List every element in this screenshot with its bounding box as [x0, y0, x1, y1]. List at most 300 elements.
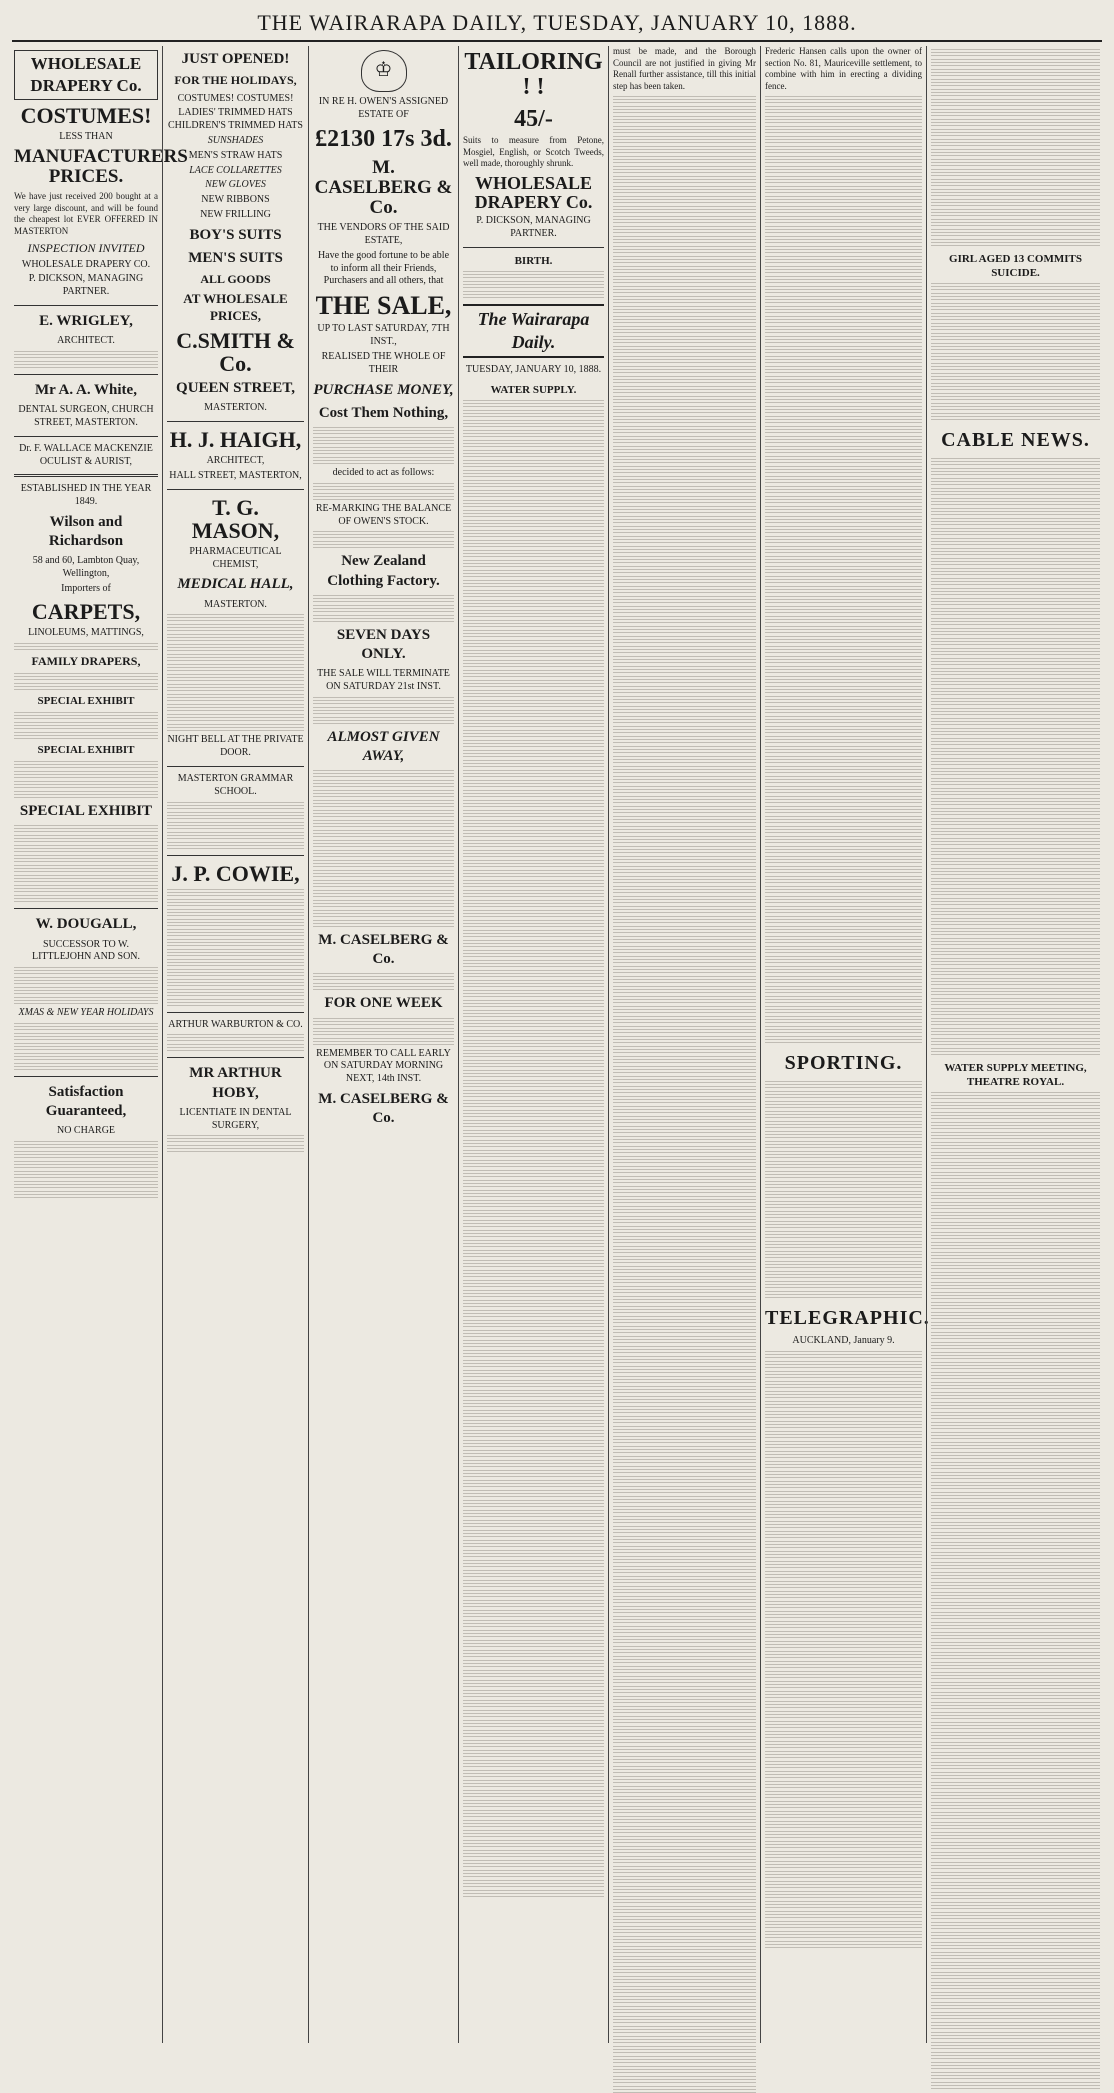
text-line: [931, 548, 1100, 555]
text-line: [613, 886, 756, 893]
text-line: [931, 838, 1100, 845]
text-line: [463, 830, 604, 837]
text-line: [931, 478, 1100, 485]
text-line: [931, 1722, 1100, 1729]
text-line: [613, 796, 756, 803]
text-line: [613, 1176, 756, 1183]
water-heading: WATER SUPPLY.: [490, 383, 577, 396]
text-line: [613, 976, 756, 983]
ad-body: We have just received 200 bought at a very large discount, and will be found the cheapest lot EVER OFFERED IN MASTERTON: [14, 191, 158, 236]
haigh-sub: ARCHITECT,: [206, 454, 265, 466]
text-line: [931, 498, 1100, 505]
text-line: [931, 468, 1100, 475]
text-line: [765, 1241, 922, 1248]
special-1: SPECIAL EXHIBIT: [37, 695, 135, 708]
text-line: [613, 876, 756, 883]
text-line: [931, 1542, 1100, 1549]
text-line: [613, 956, 756, 963]
text-line: [765, 566, 922, 573]
text-line: [765, 756, 922, 763]
text-line: [463, 1030, 604, 1037]
text-line: [463, 1690, 604, 1697]
terminate: THE SALE WILL TERMINATE ON SATURDAY 21st INST.: [317, 668, 450, 692]
text-line: [765, 556, 922, 563]
birth-heading: BIRTH.: [514, 255, 553, 268]
text-line: [613, 1086, 756, 1093]
text-line: [931, 718, 1100, 725]
cable-heading: CABLE NEWS.: [941, 429, 1090, 452]
text-line: [765, 806, 922, 813]
text-line: [463, 990, 604, 997]
text-line: [463, 1360, 604, 1367]
text-line: [765, 706, 922, 713]
sale-inform: Have the good fortune to be able to inform all their Friends, Purchasers and all others, that: [317, 249, 450, 287]
text-line: [613, 1646, 756, 1653]
text-line: [613, 1976, 756, 1983]
text-line: [931, 413, 1100, 420]
text-line: [931, 1432, 1100, 1439]
col6-body-a: [765, 96, 922, 1043]
text-line: [765, 1841, 922, 1848]
text-line: [931, 978, 1100, 985]
text-line: [931, 1452, 1100, 1459]
text-line: [931, 1352, 1100, 1359]
text-line: [463, 1770, 604, 1777]
text-line: [931, 353, 1100, 360]
meeting-heading: WATER SUPPLY MEETING, THEATRE ROYAL.: [944, 1061, 1087, 1088]
text-line: [931, 1682, 1100, 1689]
text-line: [931, 928, 1100, 935]
text-line: [613, 1956, 756, 1963]
text-line: [765, 796, 922, 803]
text-line: [463, 1270, 604, 1277]
caselberg-2: M. CASELBERG & Co.: [318, 932, 449, 968]
text-line: [613, 866, 756, 873]
text-line: [613, 1226, 756, 1233]
text-line: [931, 1742, 1100, 1749]
text-line: [931, 393, 1100, 400]
text-line: [463, 1760, 604, 1767]
text-line: [765, 276, 922, 283]
mason-sub: PHARMACEUTICAL CHEMIST,: [189, 545, 282, 570]
text-line: [613, 1146, 756, 1153]
text-line: [463, 570, 604, 577]
text-line: [613, 1316, 756, 1323]
text-line: [463, 1500, 604, 1507]
medical-hall: MEDICAL HALL,: [177, 576, 294, 593]
text-line: [765, 336, 922, 343]
text-line: [613, 946, 756, 953]
text-line: [613, 1756, 756, 1763]
text-line: [765, 406, 922, 413]
text-line: [613, 1946, 756, 1953]
text-line: [463, 1410, 604, 1417]
text-line: [765, 196, 922, 203]
text-line: [613, 356, 756, 363]
text-line: [765, 516, 922, 523]
text-line: [765, 1811, 922, 1818]
text-line: [613, 576, 756, 583]
text-line: [765, 606, 922, 613]
text-line: [765, 1721, 922, 1728]
text-line: [463, 1610, 604, 1617]
text-line: [931, 1942, 1100, 1949]
text-line: [463, 1480, 604, 1487]
text-line: [931, 383, 1100, 390]
text-line: [931, 998, 1100, 1005]
text-line: [463, 1860, 604, 1867]
tele-location: AUCKLAND, January 9.: [792, 1335, 895, 1347]
text-line: [613, 1836, 756, 1843]
text-line: [931, 1502, 1100, 1509]
grammar-school: MASTERTON GRAMMAR SCHOOL.: [177, 772, 294, 797]
text-line: [463, 1210, 604, 1217]
text-line: [613, 1866, 756, 1873]
text-line: [765, 766, 922, 773]
text-line: [931, 1572, 1100, 1579]
text-line: [765, 1101, 922, 1108]
text-line: [765, 1861, 922, 1868]
text-line: [765, 1551, 922, 1558]
text-line: [765, 146, 922, 153]
text-line: [931, 1322, 1100, 1329]
text-line: [463, 1250, 604, 1257]
text-line: [463, 1510, 604, 1517]
text-line: [931, 788, 1100, 795]
text-line: [931, 1172, 1100, 1179]
text-line: [931, 508, 1100, 515]
text-line: [765, 1441, 922, 1448]
text-line: [765, 346, 922, 353]
text-line: [463, 860, 604, 867]
text-line: [765, 1911, 922, 1918]
text-line: [931, 898, 1100, 905]
text-line: [765, 1006, 922, 1013]
text-line: [765, 1291, 922, 1298]
text-line: [931, 578, 1100, 585]
text-line: [463, 1040, 604, 1047]
wrigley-name: E. WRIGLEY,: [39, 313, 133, 330]
text-line: [463, 1140, 604, 1147]
text-line: [765, 306, 922, 313]
text-line: [931, 698, 1100, 705]
text-line: [463, 1350, 604, 1357]
text-line: [765, 1881, 922, 1888]
text-line: [613, 1196, 756, 1203]
text-line: [765, 1121, 922, 1128]
text-line: [765, 1561, 922, 1568]
text-line: [463, 640, 604, 647]
text-line: [931, 1892, 1100, 1899]
text-line: [463, 1470, 604, 1477]
text-line: [613, 436, 756, 443]
text-line: [765, 1751, 922, 1758]
text-line: [613, 106, 756, 113]
text-line: [613, 1656, 756, 1663]
text-line: [613, 1876, 756, 1883]
text-line: [463, 1220, 604, 1227]
text-line: [931, 1732, 1100, 1739]
text-line: [613, 276, 756, 283]
haigh-addr: HALL STREET, MASTERTON,: [169, 469, 302, 481]
text-line: [765, 376, 922, 383]
text-line: [931, 403, 1100, 410]
text-line: [463, 1590, 604, 1597]
text-line: [463, 1390, 604, 1397]
text-line: [931, 169, 1100, 176]
text-line: [931, 1182, 1100, 1189]
text-line: [613, 1536, 756, 1543]
text-line: [931, 1712, 1100, 1719]
suits-text: Suits to measure from Petone, Mosgiel, English, or Scotch Tweeds, well made, thoroughly shrunk.: [463, 135, 604, 169]
text-line: [613, 1416, 756, 1423]
white-name: Mr A. A. White,: [35, 382, 137, 399]
text-line: [765, 1381, 922, 1388]
text-line: [765, 496, 922, 503]
text-line: [613, 786, 756, 793]
text-line: [613, 1806, 756, 1813]
text-line: [463, 890, 604, 897]
text-line: [931, 1532, 1100, 1539]
text-line: [613, 1506, 756, 1513]
text-line: [931, 1762, 1100, 1769]
text-line: [765, 1081, 922, 1088]
text-line: [463, 1290, 604, 1297]
text-line: [463, 1800, 604, 1807]
text-line: [765, 1026, 922, 1033]
text-line: [765, 476, 922, 483]
text-line: [931, 1302, 1100, 1309]
text-line: [463, 780, 604, 787]
up-to: UP TO LAST SATURDAY, 7TH INST.,: [317, 323, 450, 348]
text-line: [463, 1420, 604, 1427]
text-line: [765, 1581, 922, 1588]
dougall-sub: SUCCESSOR TO W. LITTLEJOHN AND SON.: [31, 938, 141, 963]
ad-manufacturers: MANUFACTURERS PRICES.: [14, 146, 188, 188]
text-line: [613, 116, 756, 123]
mackenzie: Dr. F. WALLACE MACKENZIE OCULIST & AURIST,: [19, 442, 153, 467]
text-line: [931, 1008, 1100, 1015]
text-line: [931, 2022, 1100, 2029]
text-line: [931, 1092, 1100, 1099]
text-line: [463, 1150, 604, 1157]
text-line: [931, 1282, 1100, 1289]
text-line: [463, 1080, 604, 1087]
text-line: [765, 526, 922, 533]
text-line: [613, 1616, 756, 1623]
text-line: [765, 616, 922, 623]
text-line: [765, 1571, 922, 1578]
text-line: [931, 518, 1100, 525]
estab: ESTABLISHED IN THE YEAR 1849.: [20, 483, 152, 508]
text-line: [931, 2072, 1100, 2079]
text-line: [463, 710, 604, 717]
text-line: [613, 1106, 756, 1113]
text-line: [613, 1516, 756, 1523]
text-line: [931, 1832, 1100, 1839]
text-line: [613, 526, 756, 533]
text-line: [765, 416, 922, 423]
text-line: [931, 458, 1100, 465]
text-line: [931, 109, 1100, 116]
text-line: [463, 1540, 604, 1547]
text-line: [613, 1556, 756, 1563]
text-line: [463, 1550, 604, 1557]
text-line: [613, 406, 756, 413]
text-line: [613, 316, 756, 323]
text-line: [463, 540, 604, 547]
text-line: [765, 876, 922, 883]
text-line: [765, 1016, 922, 1023]
text-line: [765, 726, 922, 733]
col7-body-c: [931, 458, 1100, 1055]
text-line: [765, 846, 922, 853]
text-line: [613, 1036, 756, 1043]
text-line: [765, 1931, 922, 1938]
text-line: [931, 488, 1100, 495]
text-line: [463, 610, 604, 617]
text-line: [931, 1242, 1100, 1249]
text-line: [613, 466, 756, 473]
text-line: [463, 1300, 604, 1307]
text-line: [931, 728, 1100, 735]
girl-heading: GIRL AGED 13 COMMITS SUICIDE.: [949, 253, 1082, 280]
price-45: 45/-: [514, 106, 553, 133]
text-line: [765, 1871, 922, 1878]
text-line: [931, 363, 1100, 370]
ad-drapery-title: WHOLESALE DRAPERY Co.: [14, 50, 158, 100]
text-line: [931, 868, 1100, 875]
mens-suits: MEN'S SUITS: [188, 249, 283, 266]
text-line: [613, 1706, 756, 1713]
text-line: [463, 1090, 604, 1097]
text-line: [463, 1840, 604, 1847]
ad-sign: WHOLESALE DRAPERY CO.: [21, 258, 151, 270]
text-line: [765, 736, 922, 743]
text-line: [613, 1006, 756, 1013]
text-line: [931, 1512, 1100, 1519]
text-line: [765, 996, 922, 1003]
text-line: [765, 1651, 922, 1658]
text-line: [765, 886, 922, 893]
text-line: [613, 696, 756, 703]
col7-body-b: [931, 283, 1100, 420]
text-line: [613, 1156, 756, 1163]
text-line: [613, 1126, 756, 1133]
text-line: [463, 1740, 604, 1747]
text-line: [931, 1252, 1100, 1259]
text-line: [931, 1422, 1100, 1429]
text-line: [931, 219, 1100, 226]
text-line: [613, 1746, 756, 1753]
text-line: [765, 446, 922, 453]
wrigley-sub: ARCHITECT.: [57, 335, 115, 347]
text-line: [613, 846, 756, 853]
text-line: [613, 1256, 756, 1263]
text-line: [931, 1962, 1100, 1969]
text-line: [765, 716, 922, 723]
text-line: [765, 586, 922, 593]
text-line: [463, 480, 604, 487]
text-line: [931, 1492, 1100, 1499]
text-line: [765, 1481, 922, 1488]
remarking: RE-MARKING THE BALANCE OF OWEN'S STOCK.: [315, 502, 452, 527]
text-line: [765, 386, 922, 393]
text-line: [613, 1336, 756, 1343]
text-line: [765, 1941, 922, 1948]
text-line: [613, 216, 756, 223]
text-line: [931, 1232, 1100, 1239]
text-line: [765, 1591, 922, 1598]
coat-of-arms-icon: ♔: [361, 50, 407, 92]
text-line: [765, 896, 922, 903]
text-line: [931, 179, 1100, 186]
text-line: [765, 246, 922, 253]
text-line: [765, 186, 922, 193]
text-line: [765, 136, 922, 143]
text-line: [613, 676, 756, 683]
text-line: [613, 816, 756, 823]
text-line: [765, 1851, 922, 1858]
gloves: NEW GLOVES: [205, 179, 266, 191]
text-line: [463, 770, 604, 777]
text-line: [463, 1120, 604, 1127]
text-line: [613, 156, 756, 163]
text-line: [463, 1020, 604, 1027]
text-line: [613, 1076, 756, 1083]
text-line: [931, 1192, 1100, 1199]
text-line: [765, 1691, 922, 1698]
text-line: [463, 1320, 604, 1327]
text-line: [765, 626, 922, 633]
text-line: [613, 986, 756, 993]
text-line: [463, 1880, 604, 1887]
text-line: [463, 450, 604, 457]
text-line: [613, 716, 756, 723]
text-line: [613, 2066, 756, 2073]
text-line: [463, 1100, 604, 1107]
text-line: [463, 810, 604, 817]
text-line: [931, 1342, 1100, 1349]
text-line: [613, 536, 756, 543]
text-line: [613, 1726, 756, 1733]
text-line: [931, 209, 1100, 216]
text-line: [463, 880, 604, 887]
text-line: [463, 1240, 604, 1247]
text-line: [765, 1451, 922, 1458]
dickson: P. DICKSON, MANAGING PARTNER.: [476, 215, 591, 240]
text-line: [931, 638, 1100, 645]
text-line: [931, 768, 1100, 775]
text-line: [765, 1791, 922, 1798]
text-line: [613, 926, 756, 933]
text-line: [613, 726, 756, 733]
cost-nothing: Cost Them Nothing,: [318, 404, 449, 421]
text-line: [931, 1202, 1100, 1209]
text-line: [765, 1621, 922, 1628]
text-line: [613, 1446, 756, 1453]
text-line: [613, 476, 756, 483]
col4-body: [463, 400, 604, 1897]
text-line: [931, 283, 1100, 290]
text-line: [463, 900, 604, 907]
text-line: [931, 229, 1100, 236]
text-line: [765, 1661, 922, 1668]
text-line: [613, 366, 756, 373]
text-line: [765, 1781, 922, 1788]
text-line: [613, 2026, 756, 2033]
night-bell: NIGHT BELL AT THE PRIVATE DOOR.: [167, 734, 304, 759]
